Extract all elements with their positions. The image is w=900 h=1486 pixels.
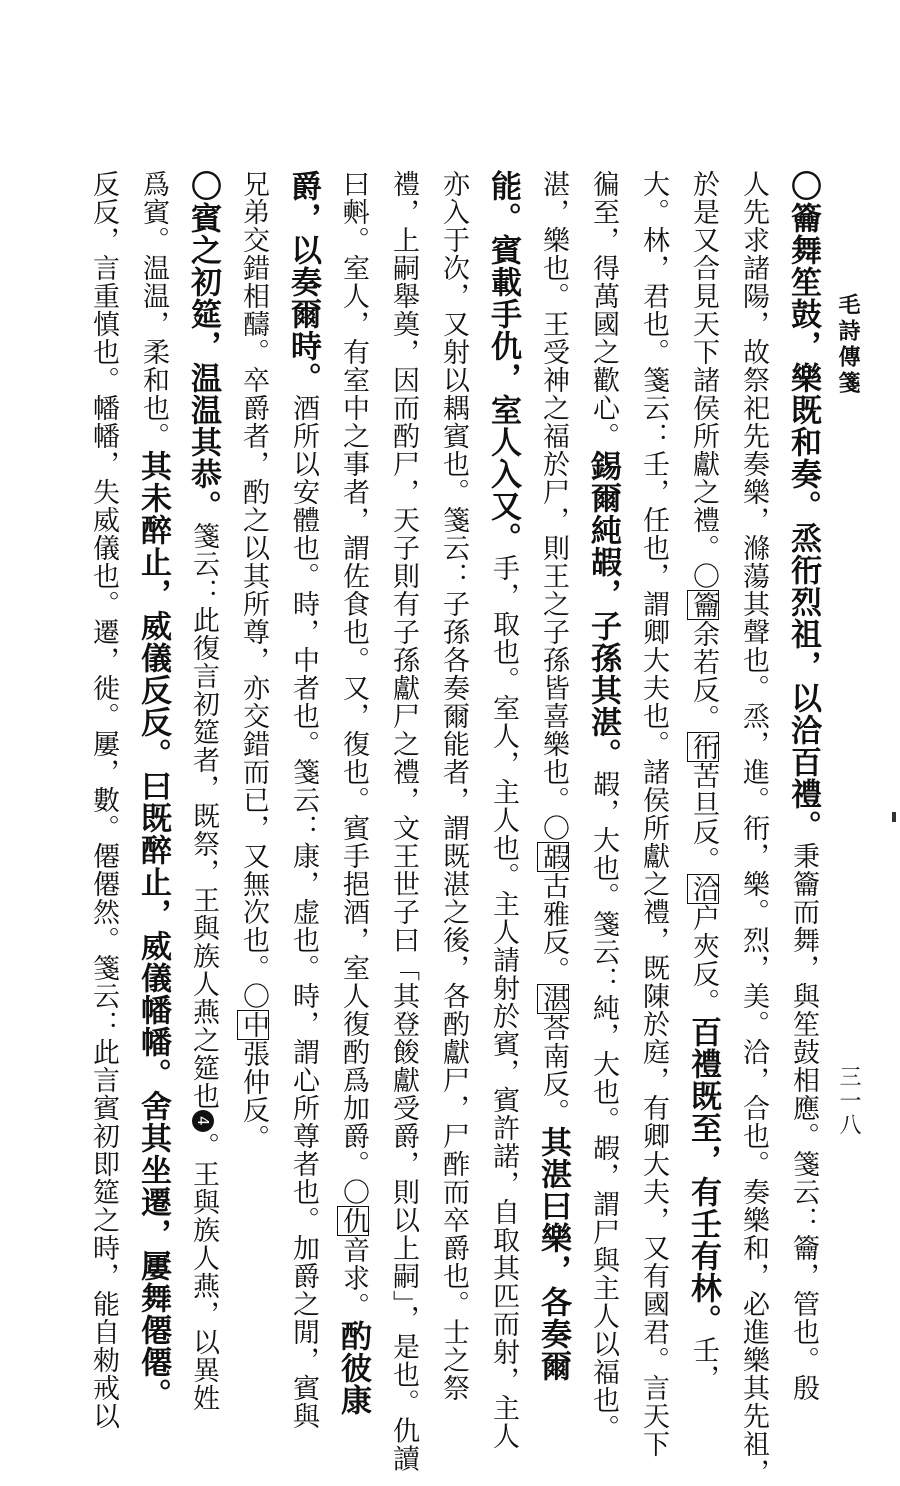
phonetic-gloss-char: 洽: [688, 875, 719, 903]
margin-mark: [892, 812, 896, 822]
text-column: [378, 170, 428, 1473]
phonetic-gloss-char: 湛: [538, 985, 569, 1013]
text-column: [428, 170, 478, 1402]
commentary: 兄弟交錯相醻。卒爵者，酌之以其所尊，亦交錯而已，又無次也。〇: [238, 170, 269, 1010]
phonetic-gloss: 余若反。: [688, 620, 719, 732]
text-column: [178, 170, 228, 1412]
phonetic-gloss: 張仲反。: [238, 1040, 269, 1152]
poem-line: 能。: [485, 170, 521, 234]
phonetic-gloss: 荅南反。: [538, 1014, 569, 1126]
commentary: 箋云：此復言初筵者，既祭，王與族人燕之筵也: [188, 522, 219, 1110]
text-column: [728, 170, 778, 1486]
page-number: 三一八: [836, 1065, 861, 1137]
poem-line: 〇賓之初筵，温温其恭。: [185, 170, 221, 522]
phonetic-gloss-char: 籥: [688, 591, 719, 619]
commentary: 大。林，君也。箋云：壬，任也，謂卿大夫也。諸侯所獻之禮，既陳於庭，有卿大夫，又有國君。言天下: [638, 170, 669, 1458]
text-column: [78, 170, 128, 1430]
phonetic-gloss: 古雅反。: [538, 872, 569, 984]
commentary: 徧至，得萬國之歡心。: [588, 170, 619, 450]
commentary: 人先求諸陽，故祭祀先奏樂，滌蕩其聲也。烝，進。衎，樂。烈，美。洽，合也。奏樂和，必進樂其先祖，: [738, 170, 769, 1486]
phonetic-gloss-char: 仇: [338, 1207, 369, 1235]
text-column: [778, 170, 828, 1402]
commentary: 秉籥而舞，與笙鼓相應。箋云：籥，管也。殷: [788, 842, 819, 1402]
text-column: [478, 170, 528, 1450]
commentary: 嘏，大也。箋云：純，大也。嘏，謂尸與主人以福也。: [588, 770, 619, 1442]
phonetic-gloss-char: 嘏: [538, 843, 569, 871]
poem-line: 賓載手仇，室人入又。: [485, 234, 521, 554]
commentary: 爲賓。温温，柔和也。: [138, 170, 169, 450]
text-column: [228, 170, 278, 1330]
poem-line: 其未醉止，威儀反反。曰既醉止，威儀幡幡。舍其坐遷，屢舞僊僊。: [135, 450, 171, 1410]
body-text: [88, 170, 828, 1486]
commentary: 亦入于次，又射以耦賓也。箋云：子孫各奏爾能者，謂既湛之後，各酌獻尸，尸酢而卒爵也。士之祭: [438, 170, 469, 1402]
running-head-title: 毛詩傳箋: [835, 293, 861, 397]
poem-line: 〇籥舞笙鼓，樂既和奏。烝衎烈祖，以洽百禮。: [785, 170, 821, 842]
text-column: [578, 170, 628, 1442]
text-column: [328, 170, 378, 1416]
phonetic-gloss-char: 衎: [688, 733, 719, 761]
phonetic-gloss-char: 中: [238, 1011, 269, 1039]
phonetic-gloss: 音求。: [338, 1236, 369, 1320]
commentary: 酒所以安體也。時，中者也。箋云：康，虚也。時，謂心所尊者也。加爵之閒，賓與: [288, 394, 319, 1430]
poem-line: 其湛曰樂，各奏爾: [535, 1126, 571, 1382]
poem-line: 錫爾純嘏，子孫其湛。: [585, 450, 621, 770]
text-column: [628, 170, 678, 1458]
phonetic-gloss: 户夾反。: [688, 904, 719, 1016]
phonetic-gloss: 苦旦反。: [688, 762, 719, 874]
footnote-marker: 4: [192, 1110, 214, 1132]
text-column: [678, 170, 728, 1392]
poem-line: 酌彼康: [335, 1320, 371, 1416]
commentary: 湛，樂也。王受神之福於尸，則王之子孫皆喜樂也。〇: [538, 170, 569, 842]
poem-line: 爵，以奏爾時。: [285, 170, 321, 394]
commentary: 壬，: [688, 1336, 719, 1392]
commentary: 反反，言重慎也。幡幡，失威儀也。遷，徙。屢，數。僊僊然。箋云：此言賓初即筵之時，能自勑戒以: [88, 170, 119, 1430]
commentary: 於是又合見天下諸侯所獻之禮。〇: [688, 170, 719, 590]
text-column: [278, 170, 328, 1430]
commentary: 。王與族人燕，以異姓: [188, 1132, 219, 1412]
text-column: [128, 170, 178, 1410]
poem-line: 百禮既至，有壬有林。: [685, 1016, 721, 1336]
commentary: 手，取也。室人，主人也。主人請射於賓，賓許諾，自取其匹而射，主人: [488, 554, 519, 1450]
text-column: [528, 170, 578, 1382]
commentary: 禮，上嗣舉奠，因而酌尸，天子則有子孫獻尸之禮，文王世子曰「其登餕獻受爵，則以上嗣」，是也。仇讀: [388, 170, 419, 1473]
commentary: 曰㪺。室人，有室中之事者，謂佐食也。又，復也。賓手挹酒，室人復酌爲加爵。〇: [338, 170, 369, 1206]
